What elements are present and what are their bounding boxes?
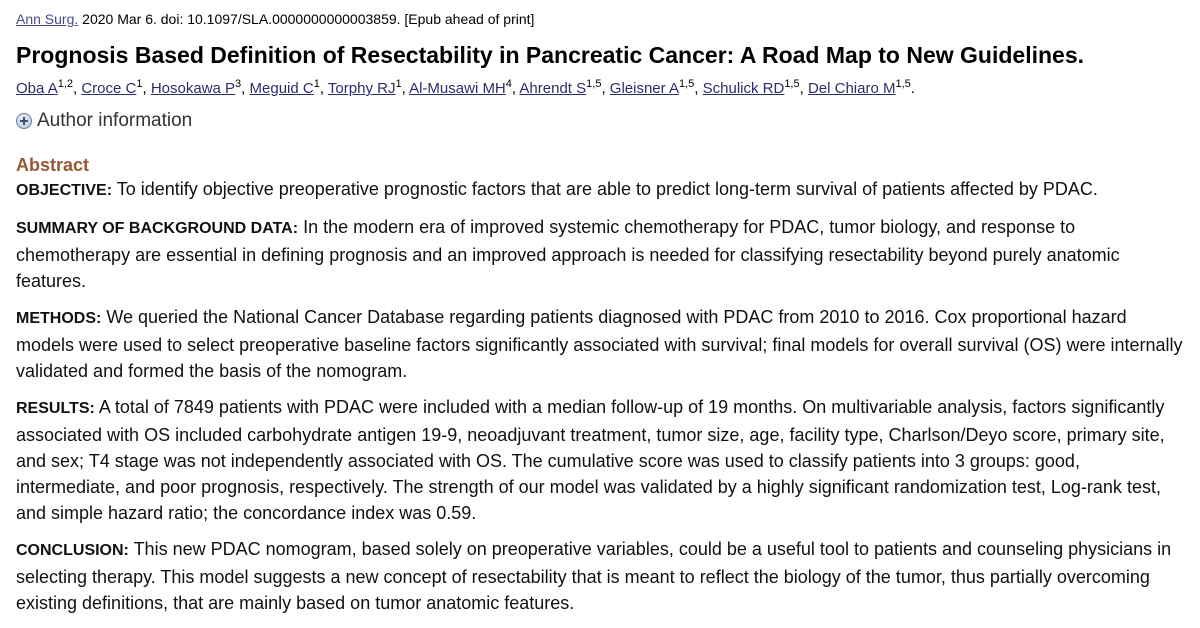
citation-details: 2020 Mar 6. doi: 10.1097/SLA.0000000000003859. [Epub ahead of print] — [78, 11, 535, 27]
author-separator: , — [799, 80, 808, 97]
section-text: This new PDAC nomogram, based solely on preoperative variables, could be a useful tool to patients and counseling physicians in selecting therapy. This model suggests a new concept of resectability that is meant to reflect the biology of the tumor, thus partially overcoming existing definitions, that are mainly based on tumor anatomic features. — [16, 539, 1172, 613]
author-affiliation: 1 — [395, 78, 402, 90]
author-link[interactable]: Schulick RD — [702, 80, 785, 97]
author-affiliation: 3 — [235, 78, 242, 90]
abstract-section — [16, 214, 1184, 294]
section-label: SUMMARY OF BACKGROUND DATA: — [16, 220, 299, 237]
author-affiliation: 1,2 — [57, 78, 73, 90]
author-link[interactable]: Hosokawa P — [150, 80, 236, 97]
article-title: Prognosis Based Definition of Resectability in Pancreatic Cancer: A Road Map to New Guidelines. — [16, 42, 1085, 68]
author-separator: , — [142, 80, 151, 97]
author-link[interactable]: Oba A — [16, 80, 58, 97]
section-text: In the modern era of improved systemic chemotherapy for PDAC, tumor biology, and response to chemotherapy are essential in defining prognosis and an improved approach is needed for classifying resectability beyond purely anatomic features. — [16, 217, 1120, 291]
abstract-section — [16, 536, 1184, 616]
author-link[interactable]: Del Chiaro M — [807, 80, 896, 97]
author-separator: , — [601, 80, 610, 97]
author-link[interactable]: Ahrendt S — [519, 80, 587, 97]
abstract-heading: Abstract — [16, 155, 90, 175]
author-affiliation: 4 — [505, 78, 512, 90]
author-link[interactable]: Al-Musawi MH — [409, 80, 506, 97]
author-separator: , — [694, 80, 703, 97]
author-list — [16, 79, 1184, 99]
journal-link[interactable]: Ann Surg. — [16, 11, 79, 27]
section-label: RESULTS: — [16, 400, 95, 417]
citation-line — [16, 10, 1184, 28]
author-separator: , — [241, 80, 250, 97]
author-information-label: Author information — [37, 110, 193, 131]
author-separator: , — [511, 80, 520, 97]
expand-plus-icon[interactable] — [16, 113, 32, 129]
author-separator: , — [401, 80, 410, 97]
abstract-section — [16, 304, 1184, 384]
author-link[interactable]: Croce C — [81, 80, 137, 97]
author-affiliation: 1 — [136, 78, 143, 90]
section-label: CONCLUSION: — [16, 542, 129, 559]
section-text: A total of 7849 patients with PDAC were included with a median follow-up of 19 months. On multivariable analysis, factors significantly associated with OS included carbohydrate antigen 19-9, neoadjuvant treatment, tumor size, age, facility type, Charlson/Deyo score, primary site, and sex; T4 stage was not independently associated with OS. The cumulative score was used to classify patients into 3 groups: good, intermediate, and poor prognosis, respectively. The strength of our model was validated by a highly significant randomization test, Log-rank test, and simple hazard ratio; the concordance index was 0.59. — [16, 397, 1165, 523]
abstract-section — [16, 394, 1184, 526]
abstract-body — [16, 176, 1184, 616]
section-label: OBJECTIVE: — [16, 182, 113, 199]
section-text: To identify objective preoperative prognostic factors that are able to predict long-term survival of patients affected by PDAC. — [112, 179, 1098, 199]
author-link[interactable]: Torphy RJ — [327, 80, 396, 97]
author-separator: . — [910, 80, 915, 97]
author-affiliation: 1,5 — [784, 78, 800, 90]
author-information-toggle[interactable] — [16, 109, 1184, 133]
author-link[interactable]: Meguid C — [249, 80, 314, 97]
author-affiliation: 1,5 — [895, 78, 911, 90]
section-label: METHODS: — [16, 310, 102, 327]
author-affiliation: 1 — [313, 78, 320, 90]
author-separator: , — [73, 80, 82, 97]
abstract-section — [16, 176, 1184, 204]
author-link[interactable]: Gleisner A — [609, 80, 679, 97]
author-affiliation: 1,5 — [678, 78, 695, 90]
author-separator: , — [319, 80, 328, 97]
author-affiliation: 1,5 — [586, 78, 602, 90]
section-text: We queried the National Cancer Database regarding patients diagnosed with PDAC from 2010 to 2016. Cox proportional hazard models were used to select preoperative baseline factors significantly associated with survival; final models for overall survival (OS) were internally validated and formed the basis of the nomogram. — [16, 307, 1183, 381]
